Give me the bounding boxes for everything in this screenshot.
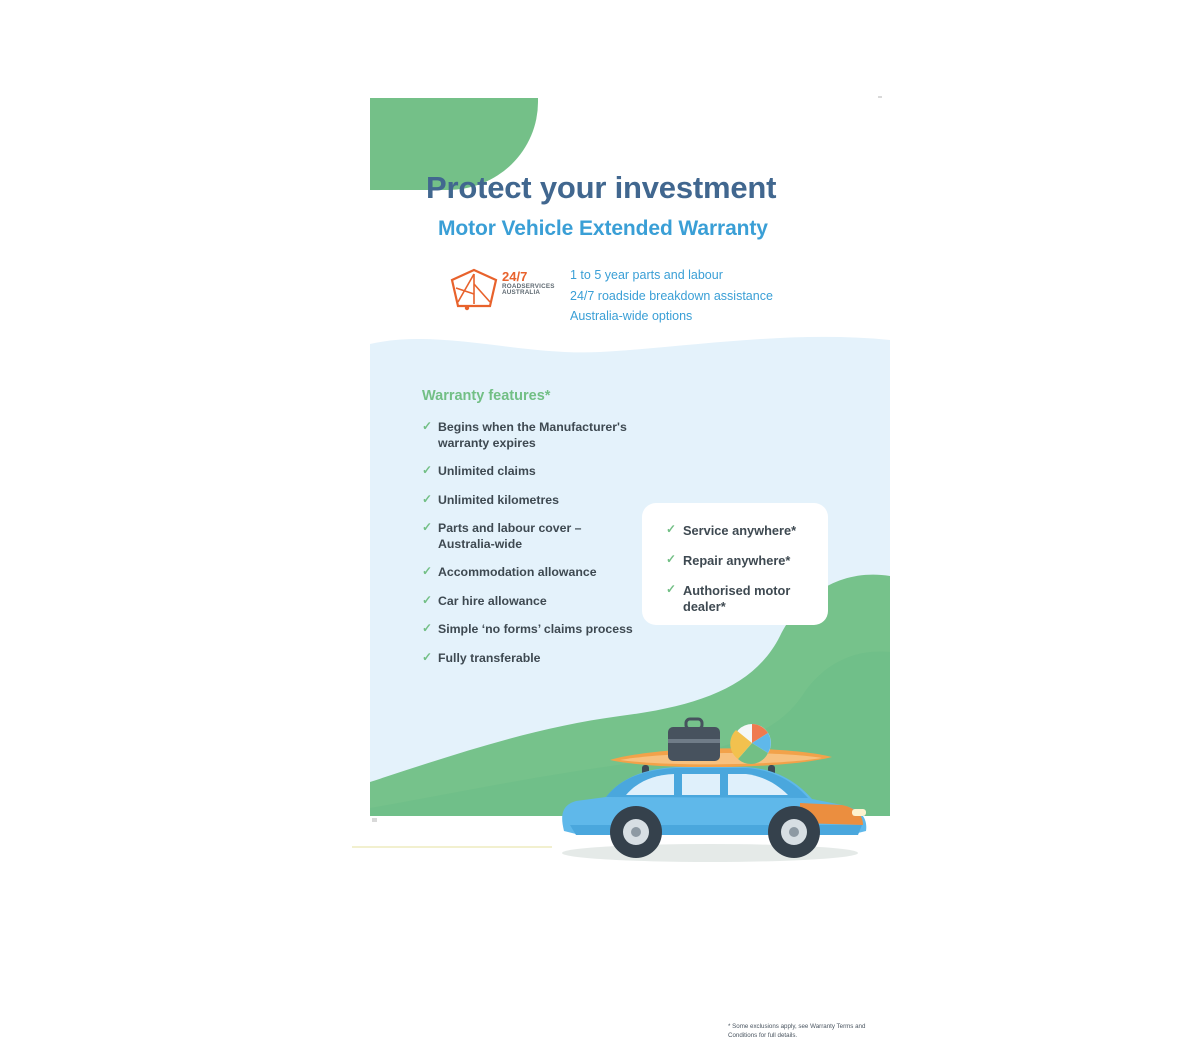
flyer-title: Protect your investment	[426, 170, 777, 205]
roadservices-logo-icon	[450, 268, 500, 312]
highlight-item: Australia-wide options	[570, 309, 693, 324]
feature-item	[422, 420, 637, 451]
service-card-item	[666, 553, 816, 569]
highlight-list	[570, 265, 870, 327]
check-icon: ✓	[422, 491, 433, 506]
feature-item	[422, 651, 637, 667]
feature-label: Accommodation allowance	[438, 565, 597, 579]
check-icon: ✓	[666, 522, 677, 536]
feature-label: Parts and labour cover – Australia-wide	[438, 521, 582, 551]
feature-item	[422, 493, 637, 509]
panel-top-wave	[370, 334, 890, 368]
scan-artifact-bottom	[372, 818, 377, 822]
car-illustration	[550, 705, 880, 870]
check-icon: ✓	[422, 520, 433, 534]
feature-label: Begins when the Manufacturer's warranty expires	[438, 420, 627, 450]
badge-247-label: 24/7	[502, 269, 528, 284]
service-card-item	[666, 523, 816, 539]
service-card-label: Repair anywhere*	[683, 553, 791, 568]
feature-label: Unlimited claims	[438, 464, 536, 478]
service-card-item	[666, 583, 816, 615]
service-card-list	[666, 523, 816, 629]
feature-item	[422, 464, 637, 480]
feature-label: Unlimited kilometres	[438, 492, 559, 507]
feature-label: Simple ‘no forms’ claims process	[438, 622, 633, 636]
check-icon: ✓	[666, 582, 677, 596]
highlight-item: 1 to 5 year parts and labour	[570, 268, 723, 282]
feature-item	[422, 565, 637, 581]
feature-label: Fully transferable	[438, 650, 541, 665]
disclaimer-text: * Some exclusions apply, see Warranty Terms and Conditions for full details.	[728, 1023, 866, 1039]
green-corner-notch	[370, 98, 430, 138]
check-icon: ✓	[666, 552, 677, 566]
warranty-flyer	[370, 98, 890, 1039]
check-icon: ✓	[422, 649, 433, 664]
service-card-label: Authorised motor dealer*	[683, 583, 791, 614]
roadservices-badge	[450, 268, 568, 312]
check-icon: ✓	[422, 419, 433, 433]
badge-roadservices-label: ROADSERVICES	[502, 282, 555, 290]
flyer-subtitle: Motor Vehicle Extended Warranty	[438, 217, 768, 240]
suv-with-luggage-icon	[550, 705, 880, 870]
highlight-item: 24/7 roadside breakdown assistance	[570, 288, 773, 303]
check-icon: ✓	[422, 564, 433, 578]
feature-item	[422, 622, 637, 638]
feature-item	[422, 521, 637, 552]
features-title: Warranty features*	[422, 388, 551, 404]
service-card	[642, 503, 828, 625]
badge-australia-label: AUSTRALIA	[502, 289, 541, 297]
check-icon: ✓	[422, 621, 433, 635]
badge-text-block	[502, 270, 555, 297]
service-card-label: Service anywhere*	[683, 523, 797, 538]
features-list	[422, 420, 637, 679]
scan-artifact-underline	[352, 846, 552, 848]
check-icon: ✓	[422, 592, 433, 607]
feature-item	[422, 594, 637, 610]
features-panel	[370, 335, 890, 1039]
feature-label: Car hire allowance	[438, 593, 547, 608]
check-icon: ✓	[422, 463, 433, 477]
